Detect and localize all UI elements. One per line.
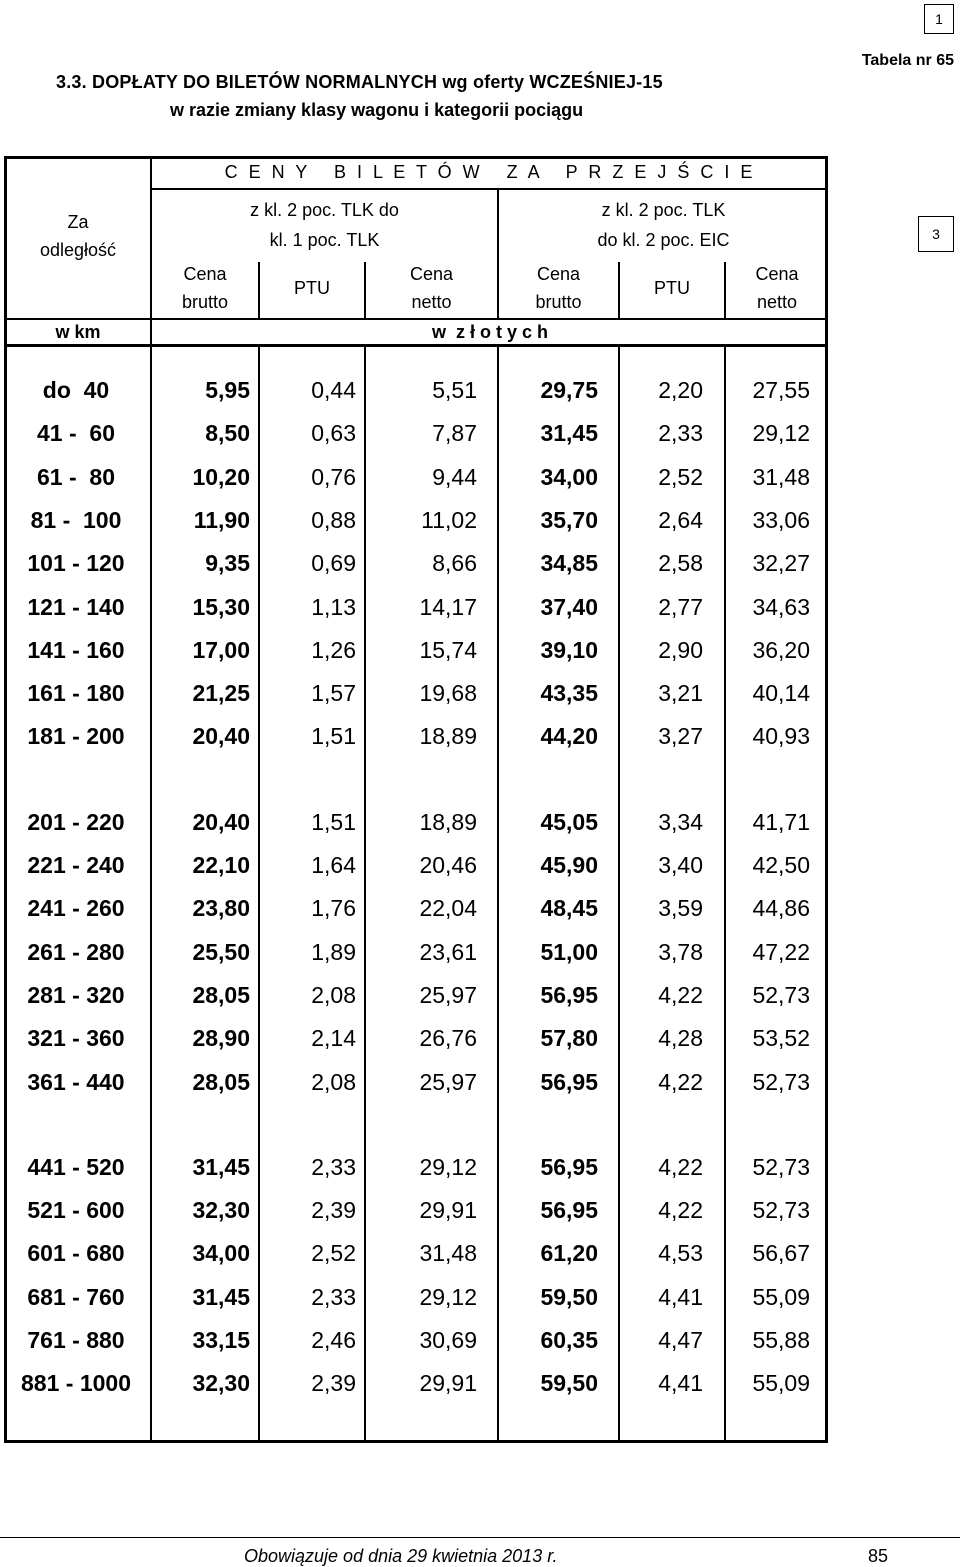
value-cell: 10,20 — [192, 463, 250, 490]
value-cell: 2,39 — [311, 1370, 356, 1397]
distance-cell: 141 - 160 — [27, 636, 125, 663]
value-cell: 33,15 — [192, 1327, 250, 1353]
value-cell: 29,75 — [540, 377, 598, 403]
value-cell: 22,04 — [419, 895, 477, 922]
col5-header: PTU — [654, 278, 690, 298]
table-row — [0, 1016, 830, 1060]
value-cell: 11,90 — [193, 506, 250, 533]
distance-cell: 881 - 1000 — [21, 1370, 131, 1397]
value-cell: 43,35 — [540, 680, 598, 707]
footer-page-number: 85 — [868, 1546, 889, 1566]
col3-header-l1: Cena — [409, 264, 454, 284]
value-cell: 21,25 — [192, 680, 250, 707]
table-row — [0, 800, 830, 844]
value-cell: 2,08 — [311, 1068, 356, 1095]
value-cell: 1,26 — [311, 636, 356, 663]
distance-cell: 441 - 520 — [27, 1153, 125, 1180]
value-cell: 11,02 — [421, 506, 477, 533]
distance-cell: 101 - 120 — [27, 550, 125, 577]
value-cell: 59,50 — [540, 1370, 598, 1397]
value-cell: 17,00 — [192, 636, 250, 663]
value-cell: 23,61 — [419, 938, 477, 965]
value-cell: 19,68 — [419, 680, 477, 707]
value-cell: 2,64 — [658, 506, 703, 533]
distance-cell: 241 - 260 — [27, 895, 125, 922]
value-cell: 2,33 — [658, 420, 703, 447]
value-cell: 48,45 — [540, 895, 598, 922]
value-cell: 31,48 — [752, 463, 810, 490]
value-cell: 52,73 — [752, 1153, 810, 1180]
value-cell: 23,80 — [192, 895, 250, 922]
distance-cell: 281 - 320 — [27, 981, 125, 1008]
value-cell: 2,77 — [658, 593, 703, 620]
value-cell: 4,47 — [658, 1327, 703, 1353]
table-row — [0, 671, 830, 715]
value-cell: 51,00 — [540, 938, 598, 965]
footer-validity: Obowiązuje od dnia 29 kwietnia 2013 r. — [244, 1546, 558, 1566]
value-cell: 22,10 — [192, 852, 250, 878]
currency-header: w z ł o t y c h — [431, 322, 548, 342]
distance-cell: 161 - 180 — [27, 680, 125, 707]
value-cell: 1,57 — [311, 680, 356, 707]
value-cell: 56,95 — [540, 1197, 598, 1224]
value-cell: 28,05 — [192, 1068, 250, 1095]
value-cell: 20,46 — [419, 852, 477, 878]
distance-cell: 221 - 240 — [27, 852, 125, 878]
table-row — [0, 1145, 830, 1189]
value-cell: 4,28 — [658, 1025, 703, 1052]
distance-header-l2: odległość — [39, 240, 117, 260]
value-cell: 15,74 — [419, 636, 477, 663]
distance-cell: 361 - 440 — [27, 1068, 125, 1095]
side-marker-box: 3 — [918, 216, 954, 252]
value-cell: 60,35 — [540, 1327, 598, 1353]
value-cell: 30,69 — [419, 1327, 477, 1353]
value-cell: 1,64 — [311, 852, 356, 878]
value-cell: 28,90 — [192, 1025, 250, 1052]
value-cell: 5,51 — [432, 377, 477, 403]
value-cell: 3,59 — [658, 895, 703, 922]
value-cell: 25,97 — [419, 981, 477, 1008]
distance-cell: 81 - 100 — [30, 506, 122, 533]
value-cell: 5,95 — [205, 377, 250, 403]
distance-cell: do 40 — [42, 377, 110, 403]
value-cell: 44,20 — [540, 723, 598, 750]
value-cell: 52,73 — [752, 1068, 810, 1095]
header-rule-main — [152, 188, 828, 190]
value-cell: 35,70 — [540, 506, 598, 533]
value-cell: 18,89 — [419, 723, 477, 750]
value-cell: 55,09 — [752, 1370, 810, 1397]
value-cell: 47,22 — [752, 938, 810, 965]
table-row — [0, 1231, 830, 1275]
value-cell: 29,12 — [419, 1283, 477, 1310]
table-row — [0, 714, 830, 758]
value-cell: 2,20 — [658, 377, 703, 403]
main-header: C E N Y B I L E T Ó W Z A P R Z E J Ś C I E — [224, 162, 756, 182]
page-number-box: 1 — [924, 4, 954, 34]
table-row — [0, 455, 830, 499]
table-row — [0, 368, 830, 412]
value-cell: 42,50 — [752, 852, 810, 878]
value-cell: 39,10 — [540, 636, 598, 663]
value-cell: 25,50 — [192, 938, 250, 965]
value-cell: 29,12 — [419, 1153, 477, 1180]
value-cell: 4,22 — [658, 1068, 703, 1095]
table-row — [0, 886, 830, 930]
value-cell: 2,58 — [658, 550, 703, 577]
value-cell: 29,12 — [752, 420, 810, 447]
value-cell: 52,73 — [752, 1197, 810, 1224]
value-cell: 2,39 — [311, 1197, 356, 1224]
value-cell: 56,95 — [540, 1153, 598, 1180]
table-row — [0, 1361, 830, 1405]
value-cell: 37,40 — [540, 593, 598, 620]
value-cell: 1,13 — [311, 593, 356, 620]
distance-cell: 121 - 140 — [27, 593, 125, 620]
footer-rule — [0, 1537, 960, 1538]
distance-cell: 321 - 360 — [27, 1025, 125, 1052]
value-cell: 2,52 — [658, 463, 703, 490]
value-cell: 2,08 — [311, 981, 356, 1008]
value-cell: 45,05 — [540, 808, 598, 835]
value-cell: 3,21 — [658, 680, 703, 707]
value-cell: 40,93 — [752, 723, 810, 750]
table-row — [0, 843, 830, 887]
distance-cell: 41 - 60 — [37, 420, 115, 447]
distance-cell: 61 - 80 — [37, 463, 115, 490]
value-cell: 2,46 — [311, 1327, 356, 1353]
value-cell: 32,30 — [192, 1370, 250, 1397]
value-cell: 2,33 — [311, 1283, 356, 1310]
value-cell: 15,30 — [192, 593, 250, 620]
distance-cell: 681 - 760 — [27, 1283, 125, 1310]
col6-header-l1: Cena — [755, 264, 799, 284]
value-cell: 53,52 — [752, 1025, 810, 1052]
value-cell: 52,73 — [752, 981, 810, 1008]
distance-cell: 261 - 280 — [27, 938, 125, 965]
value-cell: 29,91 — [419, 1370, 477, 1397]
value-cell: 31,45 — [192, 1283, 250, 1310]
value-cell: 20,40 — [192, 723, 250, 750]
group1-header-l1: z kl. 2 poc. TLK do — [250, 200, 399, 220]
col6-header-l2: netto — [756, 292, 798, 312]
table-row — [0, 973, 830, 1017]
value-cell: 3,34 — [658, 808, 703, 835]
col4-header-l2: brutto — [535, 292, 582, 312]
value-cell: 28,05 — [192, 981, 250, 1008]
value-cell: 29,91 — [419, 1197, 477, 1224]
value-cell: 56,95 — [540, 981, 598, 1008]
distance-cell: 761 - 880 — [27, 1327, 125, 1353]
table-row — [0, 1275, 830, 1319]
value-cell: 55,09 — [752, 1283, 810, 1310]
table-row — [0, 411, 830, 455]
value-cell: 32,27 — [752, 550, 810, 577]
value-cell: 14,17 — [419, 593, 477, 620]
distance-header-l1: Za — [67, 212, 89, 232]
col3-header-l2: netto — [411, 292, 452, 312]
value-cell: 3,27 — [658, 723, 703, 750]
value-cell: 4,22 — [658, 1197, 703, 1224]
value-cell: 31,45 — [540, 420, 598, 447]
value-cell: 0,76 — [311, 463, 356, 490]
value-cell: 31,45 — [192, 1153, 250, 1180]
value-cell: 59,50 — [540, 1283, 598, 1310]
value-cell: 44,86 — [752, 895, 810, 922]
col4-header-l1: Cena — [536, 264, 581, 284]
document-subtitle: w razie zmiany klasy wagonu i kategorii pociągu — [170, 100, 584, 120]
value-cell: 8,50 — [205, 420, 250, 447]
value-cell: 4,22 — [658, 1153, 703, 1180]
table-row — [0, 628, 830, 672]
value-cell: 18,89 — [419, 808, 477, 835]
value-cell: 25,97 — [419, 1068, 477, 1095]
value-cell: 20,40 — [192, 808, 250, 835]
value-cell: 0,63 — [311, 420, 356, 447]
value-cell: 56,67 — [752, 1240, 810, 1267]
group2-header-l2: do kl. 2 poc. EIC — [597, 230, 730, 250]
value-cell: 1,51 — [311, 808, 356, 835]
value-cell: 26,76 — [419, 1025, 477, 1052]
value-cell: 1,89 — [311, 938, 356, 965]
distance-cell: 601 - 680 — [27, 1240, 125, 1267]
value-cell: 9,44 — [432, 463, 477, 490]
value-cell: 57,80 — [540, 1025, 598, 1052]
distance-cell: 521 - 600 — [27, 1197, 125, 1224]
table-number: Tabela nr 65 — [861, 52, 954, 69]
value-cell: 34,85 — [540, 550, 598, 577]
distance-cell: 181 - 200 — [27, 723, 125, 750]
value-cell: 4,41 — [658, 1370, 703, 1397]
value-cell: 2,52 — [311, 1240, 356, 1267]
value-cell: 40,14 — [752, 680, 810, 707]
value-cell: 34,00 — [540, 463, 598, 490]
table-row — [0, 585, 830, 629]
value-cell: 7,87 — [432, 420, 477, 447]
value-cell: 2,33 — [311, 1153, 356, 1180]
col1-header-l2: brutto — [181, 292, 229, 312]
value-cell: 9,35 — [205, 550, 250, 577]
table-row — [0, 1188, 830, 1232]
value-cell: 0,88 — [311, 506, 356, 533]
col2-header: PTU — [294, 278, 330, 298]
document-title: 3.3. DOPŁATY DO BILETÓW NORMALNYCH wg oferty WCZEŚNIEJ-15 — [56, 72, 663, 92]
value-cell: 4,41 — [658, 1283, 703, 1310]
value-cell: 0,44 — [311, 377, 356, 403]
col1-header-l1: Cena — [183, 264, 227, 284]
value-cell: 31,48 — [419, 1240, 477, 1267]
value-cell: 1,51 — [311, 723, 356, 750]
value-cell: 4,22 — [658, 981, 703, 1008]
value-cell: 45,90 — [540, 852, 598, 878]
value-cell: 3,40 — [658, 852, 703, 878]
value-cell: 32,30 — [192, 1197, 250, 1224]
value-cell: 1,76 — [311, 895, 356, 922]
table-row — [0, 1060, 830, 1104]
value-cell: 8,66 — [432, 550, 477, 577]
value-cell: 4,53 — [658, 1240, 703, 1267]
value-cell: 3,78 — [658, 938, 703, 965]
value-cell: 34,00 — [192, 1240, 250, 1267]
value-cell: 55,88 — [752, 1327, 810, 1353]
value-cell: 33,06 — [752, 506, 810, 533]
value-cell: 34,63 — [752, 593, 810, 620]
value-cell: 41,71 — [752, 808, 810, 835]
value-cell: 56,95 — [540, 1068, 598, 1095]
table-row — [0, 1318, 830, 1362]
value-cell: 36,20 — [752, 636, 810, 663]
value-cell: 2,90 — [658, 636, 703, 663]
value-cell: 2,14 — [311, 1025, 356, 1052]
distance-cell: 201 - 220 — [27, 808, 125, 835]
value-cell: 61,20 — [540, 1240, 598, 1267]
table-row — [0, 930, 830, 974]
table-row — [0, 541, 830, 585]
distance-unit-header: w km — [55, 322, 101, 342]
value-cell: 27,55 — [752, 377, 810, 403]
value-cell: 0,69 — [311, 550, 356, 577]
group2-header-l1: z kl. 2 poc. TLK — [601, 200, 726, 220]
group1-header-l2: kl. 1 poc. TLK — [269, 230, 380, 250]
table-row — [0, 498, 830, 542]
